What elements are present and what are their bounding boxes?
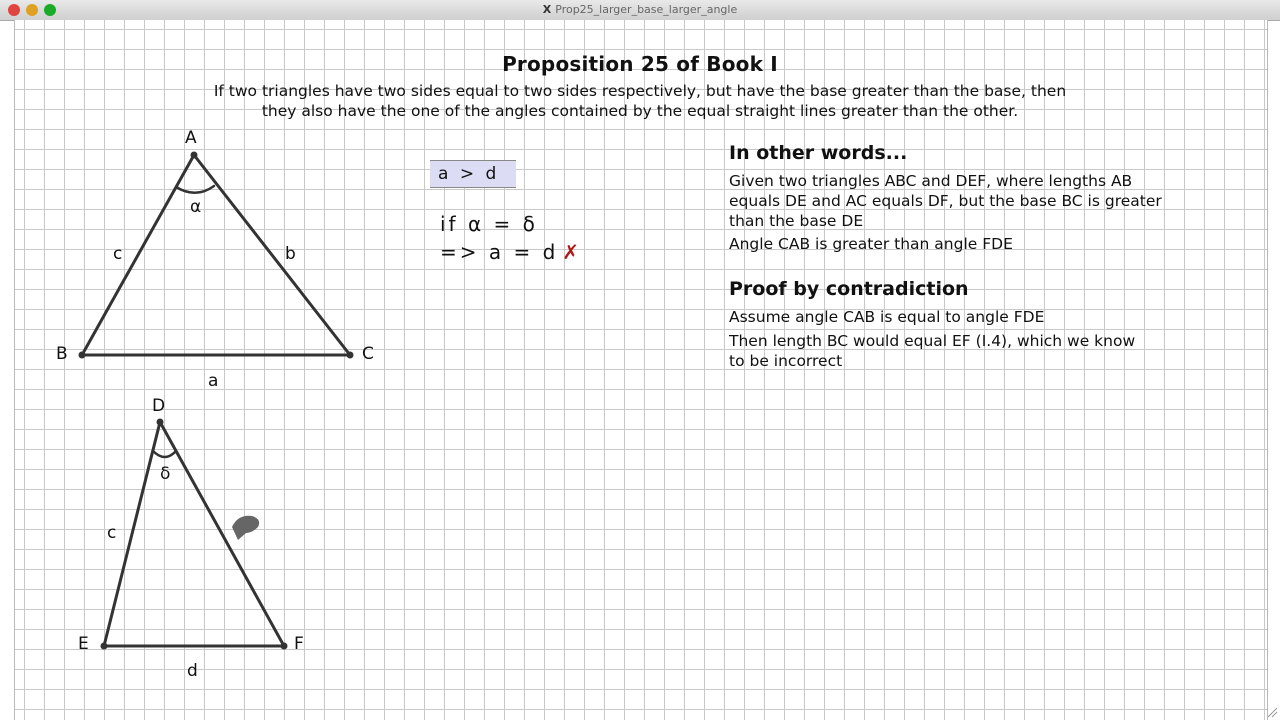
proof-heading: Proof by contradiction xyxy=(729,278,969,300)
vertex-d-label: D xyxy=(152,396,166,416)
vertex-a-label: A xyxy=(185,128,197,148)
angle-arc-d xyxy=(153,451,176,457)
vertex-f-dot xyxy=(281,643,288,650)
cross-mark-icon: ✗ xyxy=(562,240,583,264)
side-ac xyxy=(194,155,350,355)
vertex-c-label: C xyxy=(362,344,374,364)
side-df xyxy=(160,422,284,646)
proof-conclusion-line-2: to be incorrect xyxy=(729,352,843,370)
side-c-label-def: c xyxy=(107,523,117,543)
vertex-b-dot xyxy=(79,352,86,359)
window-title-text: Prop25_larger_base_larger_angle xyxy=(555,3,738,16)
vertex-e-label: E xyxy=(78,634,89,654)
statement-line-1: If two triangles have two sides equal to two sides respectively, but have the base greater than the base, then xyxy=(213,82,1067,100)
page-title: Proposition 25 of Book I xyxy=(502,52,778,76)
in-other-words-line-1: Given two triangles ABC and DEF, where lengths AB xyxy=(729,172,1133,190)
in-other-words-line-2: equals DE and AC equals DF, but the base BC is greater xyxy=(729,192,1162,210)
in-other-words-heading: In other words... xyxy=(729,142,908,164)
vertex-a-dot xyxy=(191,152,198,159)
vertex-f-label: F xyxy=(294,634,304,654)
vertex-e-dot xyxy=(101,643,108,650)
mouse-cursor-blob xyxy=(232,516,259,540)
side-b-label: b xyxy=(285,244,296,264)
highlighted-formula xyxy=(430,160,516,188)
vertex-c-dot xyxy=(347,352,354,359)
in-other-words-line-3: than the base DE xyxy=(729,212,864,230)
proof-conclusion-line-1: Then length BC would equal EF (I.4), which we know xyxy=(729,332,1136,350)
side-d-label: d xyxy=(187,661,198,681)
angle-delta-label: δ xyxy=(160,464,171,484)
side-c-label: c xyxy=(113,244,123,264)
formula-if-alpha-eq-delta: if α = δ xyxy=(440,212,538,236)
in-other-words-paragraph xyxy=(729,171,1204,231)
statement-line-2: they also have the one of the angles contained by the equal straight lines greater than the other. xyxy=(261,102,1019,120)
side-a-label: a xyxy=(208,371,219,391)
formula-implies-text: => a = d xyxy=(440,240,559,264)
angle-comparison-text: Angle CAB is greater than angle FDE xyxy=(729,235,1013,253)
formula-a-gt-d: a > d xyxy=(438,164,500,184)
vertex-b-label: B xyxy=(56,344,68,364)
resize-grip-icon[interactable] xyxy=(1266,706,1278,718)
vertex-d-dot xyxy=(157,419,164,426)
app-icon: X xyxy=(542,3,552,16)
proof-conclusion-paragraph xyxy=(729,331,1204,371)
side-ab xyxy=(82,155,194,355)
angle-alpha-label: α xyxy=(190,197,202,217)
angle-arc-a xyxy=(176,186,214,193)
proof-assumption-text: Assume angle CAB is equal to angle FDE xyxy=(729,308,1045,326)
formula-implies-line xyxy=(440,240,582,264)
